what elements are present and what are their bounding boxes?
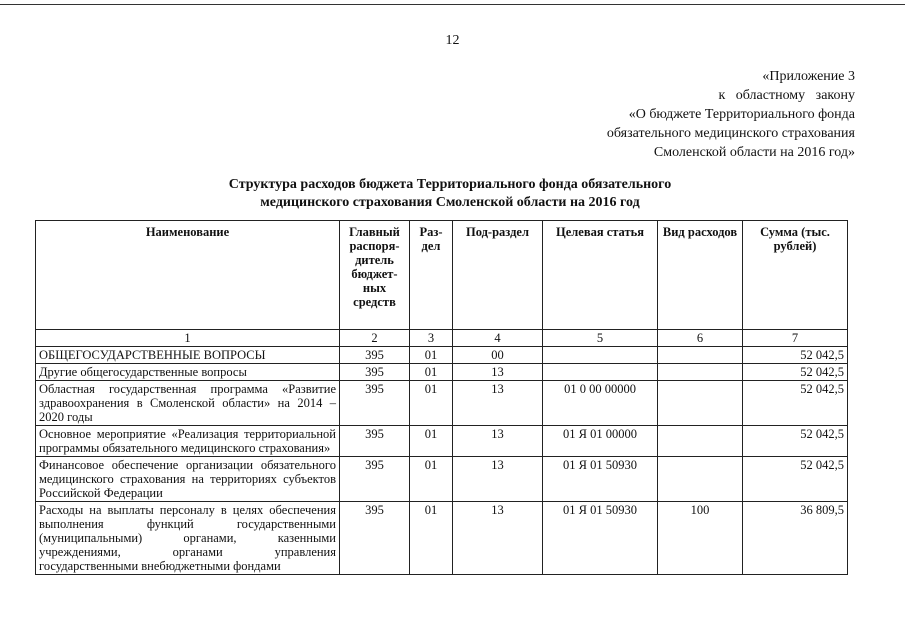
cell-admin: 395: [340, 381, 410, 426]
column-number: 1: [36, 330, 340, 347]
cell-subsection: 13: [453, 426, 543, 457]
table-row: [36, 502, 848, 575]
header-target: Целевая статья: [543, 221, 658, 330]
cell-admin: 395: [340, 364, 410, 381]
cell-admin: 395: [340, 347, 410, 364]
cell-target: [543, 347, 658, 364]
column-number: 3: [410, 330, 453, 347]
cell-name: Расходы на выплаты персоналу в целях обеспечения выполнения функций государственными (муниципальными) органами, казенными учреждениями, органами управления государственными внебюджетными фондами: [36, 502, 340, 575]
header-amount: Сумма (тыс. рублей): [743, 221, 848, 330]
cell-section: 01: [410, 381, 453, 426]
top-rule: [0, 4, 905, 5]
cell-expense-type: [658, 381, 743, 426]
table-row: [36, 457, 848, 502]
title-line-2: медицинского страхования Смоленской области на 2016 год: [260, 195, 640, 210]
appendix-header: [607, 67, 855, 162]
cell-target: 01 Я 01 00000: [543, 426, 658, 457]
cell-amount: 52 042,5: [743, 381, 848, 426]
header-subsection: Под-раздел: [453, 221, 543, 330]
table-row: [36, 364, 848, 381]
cell-amount: 36 809,5: [743, 502, 848, 575]
column-number: 7: [743, 330, 848, 347]
cell-admin: 395: [340, 502, 410, 575]
cell-amount: 52 042,5: [743, 347, 848, 364]
table-row: [36, 347, 848, 364]
appendix-line-1: «Приложение 3: [762, 69, 855, 84]
cell-section: 01: [410, 347, 453, 364]
column-number: 4: [453, 330, 543, 347]
page-number: 12: [445, 33, 460, 48]
cell-amount: 52 042,5: [743, 426, 848, 457]
cell-subsection: 13: [453, 457, 543, 502]
cell-expense-type: [658, 347, 743, 364]
column-number: 6: [658, 330, 743, 347]
header-expense-type: Вид расходов: [658, 221, 743, 330]
header-admin: Главный распоря-дитель бюджет-ных средств: [340, 221, 410, 330]
header-name: Наименование: [36, 221, 340, 330]
column-number-row: [36, 330, 848, 347]
cell-name: Областная государственная программа «Развитие здравоохранения в Смоленской области» на 2014 – 2020 годы: [36, 381, 340, 426]
cell-subsection: 13: [453, 381, 543, 426]
cell-target: [543, 364, 658, 381]
cell-section: 01: [410, 457, 453, 502]
cell-name: Финансовое обеспечение организации обязательного медицинского страхования на территориях субъектов Российской Федерации: [36, 457, 340, 502]
budget-table: [35, 220, 848, 575]
appendix-line-5: Смоленской области на 2016 год»: [653, 145, 855, 160]
cell-section: 01: [410, 426, 453, 457]
cell-subsection: 13: [453, 364, 543, 381]
table-header-row: [36, 221, 848, 330]
cell-target: 01 Я 01 50930: [543, 457, 658, 502]
document-title: [140, 176, 760, 212]
cell-name: ОБЩЕГОСУДАРСТВЕННЫЕ ВОПРОСЫ: [36, 347, 340, 364]
title-line-1: Структура расходов бюджета Территориального фонда обязательного: [228, 177, 672, 192]
cell-amount: 52 042,5: [743, 364, 848, 381]
appendix-line-4: обязательного медицинского страхования: [606, 126, 855, 141]
cell-admin: 395: [340, 426, 410, 457]
appendix-line-3: «О бюджете Территориального фонда: [628, 107, 855, 122]
cell-expense-type: [658, 426, 743, 457]
cell-expense-type: [658, 457, 743, 502]
cell-name: Другие общегосударственные вопросы: [36, 364, 340, 381]
column-number: 5: [543, 330, 658, 347]
column-number: 2: [340, 330, 410, 347]
cell-subsection: 13: [453, 502, 543, 575]
cell-section: 01: [410, 502, 453, 575]
cell-expense-type: [658, 364, 743, 381]
cell-expense-type: 100: [658, 502, 743, 575]
cell-subsection: 00: [453, 347, 543, 364]
appendix-line-2: к областному закону: [718, 88, 855, 103]
cell-target: 01 0 00 00000: [543, 381, 658, 426]
cell-admin: 395: [340, 457, 410, 502]
table-row: [36, 381, 848, 426]
cell-name: Основное мероприятие «Реализация территориальной программы обязательного медицинского страхования»: [36, 426, 340, 457]
cell-amount: 52 042,5: [743, 457, 848, 502]
table-row: [36, 426, 848, 457]
header-section: Раз-дел: [410, 221, 453, 330]
cell-target: 01 Я 01 50930: [543, 502, 658, 575]
cell-section: 01: [410, 364, 453, 381]
